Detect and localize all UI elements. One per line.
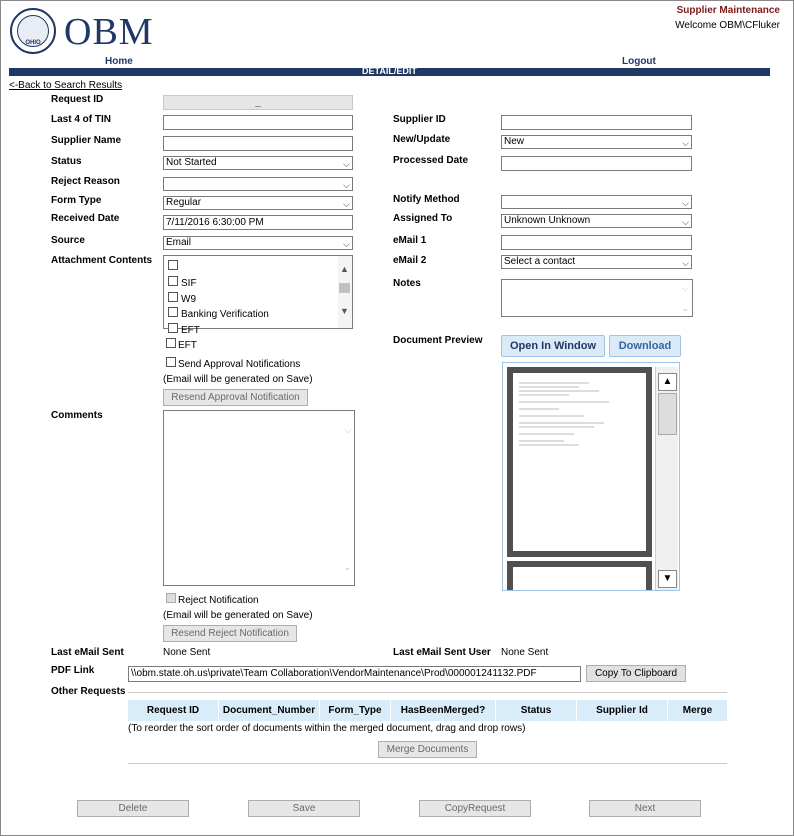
attachment-checkbox-sif[interactable] bbox=[168, 276, 178, 286]
attachment-checkbox-blank[interactable] bbox=[168, 260, 178, 270]
column-header-has-been-merged[interactable]: HasBeenMerged? bbox=[391, 700, 495, 721]
supplier-id-input[interactable] bbox=[501, 115, 692, 130]
back-to-search-link[interactable]: <-Back to Search Results bbox=[9, 80, 123, 91]
scroll-up-icon[interactable]: ⌵ bbox=[682, 283, 689, 293]
scroll-down-icon[interactable]: ⌄ bbox=[681, 303, 689, 313]
email1-input[interactable] bbox=[501, 235, 692, 250]
resend-reject-button[interactable]: Resend Reject Notification bbox=[163, 625, 297, 642]
document-page bbox=[507, 367, 652, 557]
eft-checkbox[interactable] bbox=[166, 338, 176, 348]
save-button[interactable]: Save bbox=[248, 800, 360, 817]
chevron-down-icon: ⌵ bbox=[343, 199, 350, 209]
request-id-label: Request ID bbox=[51, 94, 104, 105]
send-approval-label: Send Approval Notifications bbox=[178, 359, 301, 370]
delete-button[interactable]: Delete bbox=[77, 800, 189, 817]
tin-input[interactable] bbox=[163, 115, 353, 130]
download-button[interactable]: Download bbox=[609, 335, 681, 357]
scroll-up-icon[interactable]: ▲ bbox=[658, 373, 677, 391]
supplier-id-label: Supplier ID bbox=[393, 114, 446, 125]
notify-method-label: Notify Method bbox=[393, 194, 460, 205]
next-button[interactable]: Next bbox=[589, 800, 701, 817]
chevron-down-icon: ⌵ bbox=[682, 198, 689, 208]
column-header-status[interactable]: Status bbox=[496, 700, 576, 721]
welcome-text: Welcome OBM\CFluker bbox=[675, 20, 780, 31]
reject-notification-label: Reject Notification bbox=[178, 595, 259, 606]
supplier-name-input[interactable] bbox=[163, 136, 353, 151]
pdf-link-input[interactable]: \\obm.state.oh.us\private\Team Collaboration\VendorMaintenance\Prod\000001241132.PDF bbox=[128, 666, 581, 682]
form-type-value: Regular bbox=[166, 197, 202, 208]
source-select[interactable] bbox=[163, 236, 353, 250]
open-in-window-button[interactable]: Open In Window bbox=[501, 335, 605, 357]
chevron-down-icon: ⌵ bbox=[682, 138, 689, 148]
divider bbox=[128, 692, 727, 693]
assigned-to-select[interactable] bbox=[501, 214, 692, 228]
received-date-label: Received Date bbox=[51, 213, 120, 224]
new-update-label: New/Update bbox=[393, 134, 451, 145]
last-email-user-value: None Sent bbox=[501, 647, 549, 658]
seal-text: OHIO bbox=[25, 40, 41, 46]
reject-notification-checkbox[interactable] bbox=[166, 593, 176, 603]
request-id-field: _ bbox=[163, 95, 353, 110]
reject-reason-select[interactable] bbox=[163, 177, 353, 191]
last-email-user-label: Last eMail Sent User bbox=[393, 647, 491, 658]
attachment-banking-label: Banking Verification bbox=[181, 309, 269, 320]
send-approval-checkbox[interactable] bbox=[166, 357, 176, 367]
nav-home[interactable]: Home bbox=[105, 56, 133, 67]
reject-reason-label: Reject Reason bbox=[51, 176, 120, 187]
document-page-2 bbox=[507, 561, 652, 590]
resend-approval-button[interactable]: Resend Approval Notification bbox=[163, 389, 308, 406]
notes-label: Notes bbox=[393, 278, 421, 289]
assigned-to-value: Unknown Unknown bbox=[504, 215, 591, 226]
reorder-note: (To reorder the sort order of documents within the merged document, drag and drop rows) bbox=[128, 723, 526, 734]
source-value: Email bbox=[166, 237, 192, 248]
scroll-down-icon[interactable]: ⌄ bbox=[343, 562, 351, 572]
new-update-value: New bbox=[504, 136, 525, 147]
comments-label: Comments bbox=[51, 410, 103, 421]
tin-label: Last 4 of TIN bbox=[51, 114, 112, 125]
last-email-sent-value: None Sent bbox=[163, 647, 211, 658]
email-note-2: (Email will be generated on Save) bbox=[163, 610, 313, 621]
preview-scrollbar[interactable] bbox=[655, 367, 678, 590]
form-type-label: Form Type bbox=[51, 195, 102, 206]
assigned-to-label: Assigned To bbox=[393, 213, 453, 224]
comments-textarea[interactable] bbox=[163, 410, 355, 586]
title-bar-text: DETAIL/EDIT bbox=[362, 66, 417, 76]
pdf-link-label: PDF Link bbox=[51, 665, 95, 676]
processed-date-label: Processed Date bbox=[393, 155, 469, 166]
document-preview-label: Document Preview bbox=[393, 335, 483, 346]
email2-label: eMail 2 bbox=[393, 255, 427, 266]
column-header-form-type[interactable]: Form_Type bbox=[320, 700, 390, 721]
column-header-request-id[interactable]: Request ID bbox=[128, 700, 218, 721]
scroll-down-icon[interactable]: ▼ bbox=[658, 570, 677, 588]
chevron-down-icon: ⌵ bbox=[682, 217, 689, 227]
scroll-up-icon[interactable]: ⌵ bbox=[344, 425, 351, 435]
status-label: Status bbox=[51, 156, 82, 167]
status-value: Not Started bbox=[166, 157, 217, 168]
column-header-merge[interactable]: Merge bbox=[668, 700, 727, 721]
email2-value: Select a contact bbox=[504, 256, 576, 267]
app-title: Supplier Maintenance bbox=[676, 5, 780, 16]
email1-label: eMail 1 bbox=[393, 235, 427, 246]
supplier-name-label: Supplier Name bbox=[51, 135, 122, 146]
processed-date-input[interactable] bbox=[501, 156, 692, 171]
email-note: (Email will be generated on Save) bbox=[163, 374, 313, 385]
scroll-up-icon[interactable]: ▲ bbox=[340, 264, 349, 274]
chevron-down-icon: ⌵ bbox=[343, 159, 350, 169]
merge-documents-button[interactable]: Merge Documents bbox=[378, 741, 477, 758]
column-header-supplier-id[interactable]: Supplier Id bbox=[577, 700, 667, 721]
nav-logout[interactable]: Logout bbox=[622, 56, 656, 67]
notify-method-select[interactable] bbox=[501, 195, 692, 209]
source-label: Source bbox=[51, 235, 85, 246]
attachment-checkbox-w9[interactable] bbox=[168, 292, 178, 302]
last-email-sent-label: Last eMail Sent bbox=[51, 647, 124, 658]
ohio-seal-logo bbox=[10, 8, 56, 54]
other-requests-label: Other Requests bbox=[51, 686, 126, 697]
attachment-list[interactable] bbox=[163, 255, 353, 336]
attachment-sif-label: SIF bbox=[181, 278, 197, 289]
obm-logo-text: OBM bbox=[64, 11, 154, 53]
received-date-input[interactable]: 7/11/2016 6:30:00 PM bbox=[163, 215, 353, 230]
copy-to-clipboard-button[interactable]: Copy To Clipboard bbox=[586, 665, 686, 682]
email2-select[interactable] bbox=[501, 255, 692, 269]
attachment-scrollbar[interactable] bbox=[338, 256, 352, 328]
eft-label: EFT bbox=[178, 340, 197, 351]
attachment-w9-label: W9 bbox=[181, 294, 196, 305]
form-type-select[interactable] bbox=[163, 196, 353, 210]
status-select[interactable] bbox=[163, 156, 353, 170]
attachment-contents-label: Attachment Contents bbox=[51, 255, 153, 266]
document-preview-frame[interactable] bbox=[502, 362, 680, 591]
new-update-select[interactable] bbox=[501, 135, 692, 149]
notes-textarea[interactable] bbox=[501, 279, 693, 317]
divider bbox=[128, 763, 727, 764]
chevron-down-icon: ⌵ bbox=[343, 180, 350, 190]
attachment-checkbox-eft[interactable] bbox=[168, 323, 178, 333]
column-header-document-number[interactable]: Document_Number bbox=[219, 700, 319, 721]
copy-request-button[interactable]: CopyRequest bbox=[419, 800, 531, 817]
attachment-checkbox-banking[interactable] bbox=[168, 307, 178, 317]
chevron-down-icon: ⌵ bbox=[343, 239, 350, 249]
chevron-down-icon: ⌵ bbox=[682, 258, 689, 268]
attachment-eft-label: EFT bbox=[181, 325, 200, 336]
scroll-down-icon[interactable]: ▼ bbox=[340, 306, 349, 316]
